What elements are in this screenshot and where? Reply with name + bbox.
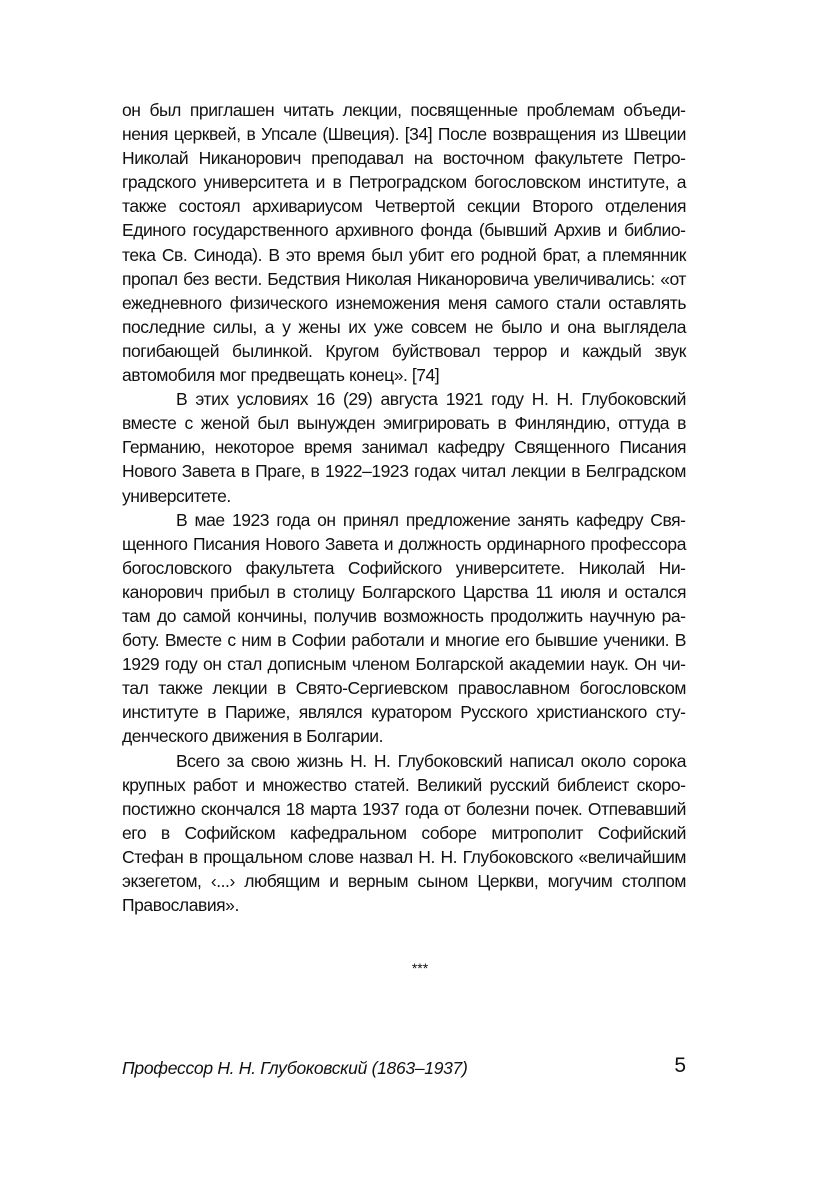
body-text	[122, 98, 686, 917]
section-separator: ***	[411, 960, 429, 976]
paragraph-sofia: В мае 1923 года он принял предложение занять кафедру Священного Писания Нового Завета и должность ординарного профессора богословского факультета Софийского университете. Николай Никанорович прибыл в столицу Болгарского Царства 11 июля и остался там до самой кончины, получив возможность продолжить научную работу. Вместе с ним в Софии работали и многие его бывшие ученики. В 1929 году он стал дописным членом Болгарской академии наук. Он читал также лекции в Свято-Сергиевском православном богословском институте в Париже, являлся куратором Русского христианского студенческого движения в Болгарии.	[122, 509, 686, 747]
running-footer-title: Профессор Н. Н. Глубоковский (1863–1937)	[122, 1058, 468, 1078]
paragraph-death: Всего за свою жизнь Н. Н. Глубоковский написал около сорока крупных работ и множество статей. Великий русский библеист скоропостижно скончался 18 марта 1937 года от болезни почек. Отпевавший его в Софийском кафедральном соборе митрополит Софийский Стефан в прощальном слове назвал Н. Н. Глубоковского «величайшим экзегетом, ‹...› любящим и верным сыном Церкви, могучим столпом Православия».	[122, 750, 686, 916]
paragraph-continuation: он был приглашен читать лекции, посвященные проблемам объединения церквей, в Упсале (Швеция). [34] После возвращения из Швеции Николай Никанорович преподавал на восточном факультете Петроградского университета и в Петроградском богословском институте, а также состоял архивариусом Четвертой секции Второго отделения Единого государственного архивного фонда (бывший Архив и библиотека Св. Синода). В это время был убит его родной брат, а племянник пропал без вести. Бедствия Николая Никаноровича увеличивались: «от ежедневного физического изнеможения меня самого стали оставлять последние силы, а у жены их уже совсем не было и она выглядела погибающей былинкой. Кругом буйствовал террор и каждый звук автомобиля мог предвещать конец». [74]	[122, 100, 686, 386]
paragraph-emigration: В этих условиях 16 (29) августа 1921 году Н. Н. Глубоковский вместе с женой был вынужден эмигрировать в Финляндию, оттуда в Германию, некоторое время занимал кафедру Священного Писания Нового Завета в Праге, в 1922–1923 годах читал лекции в Белградском университете.	[122, 389, 686, 506]
page-number: 5	[674, 1054, 686, 1077]
